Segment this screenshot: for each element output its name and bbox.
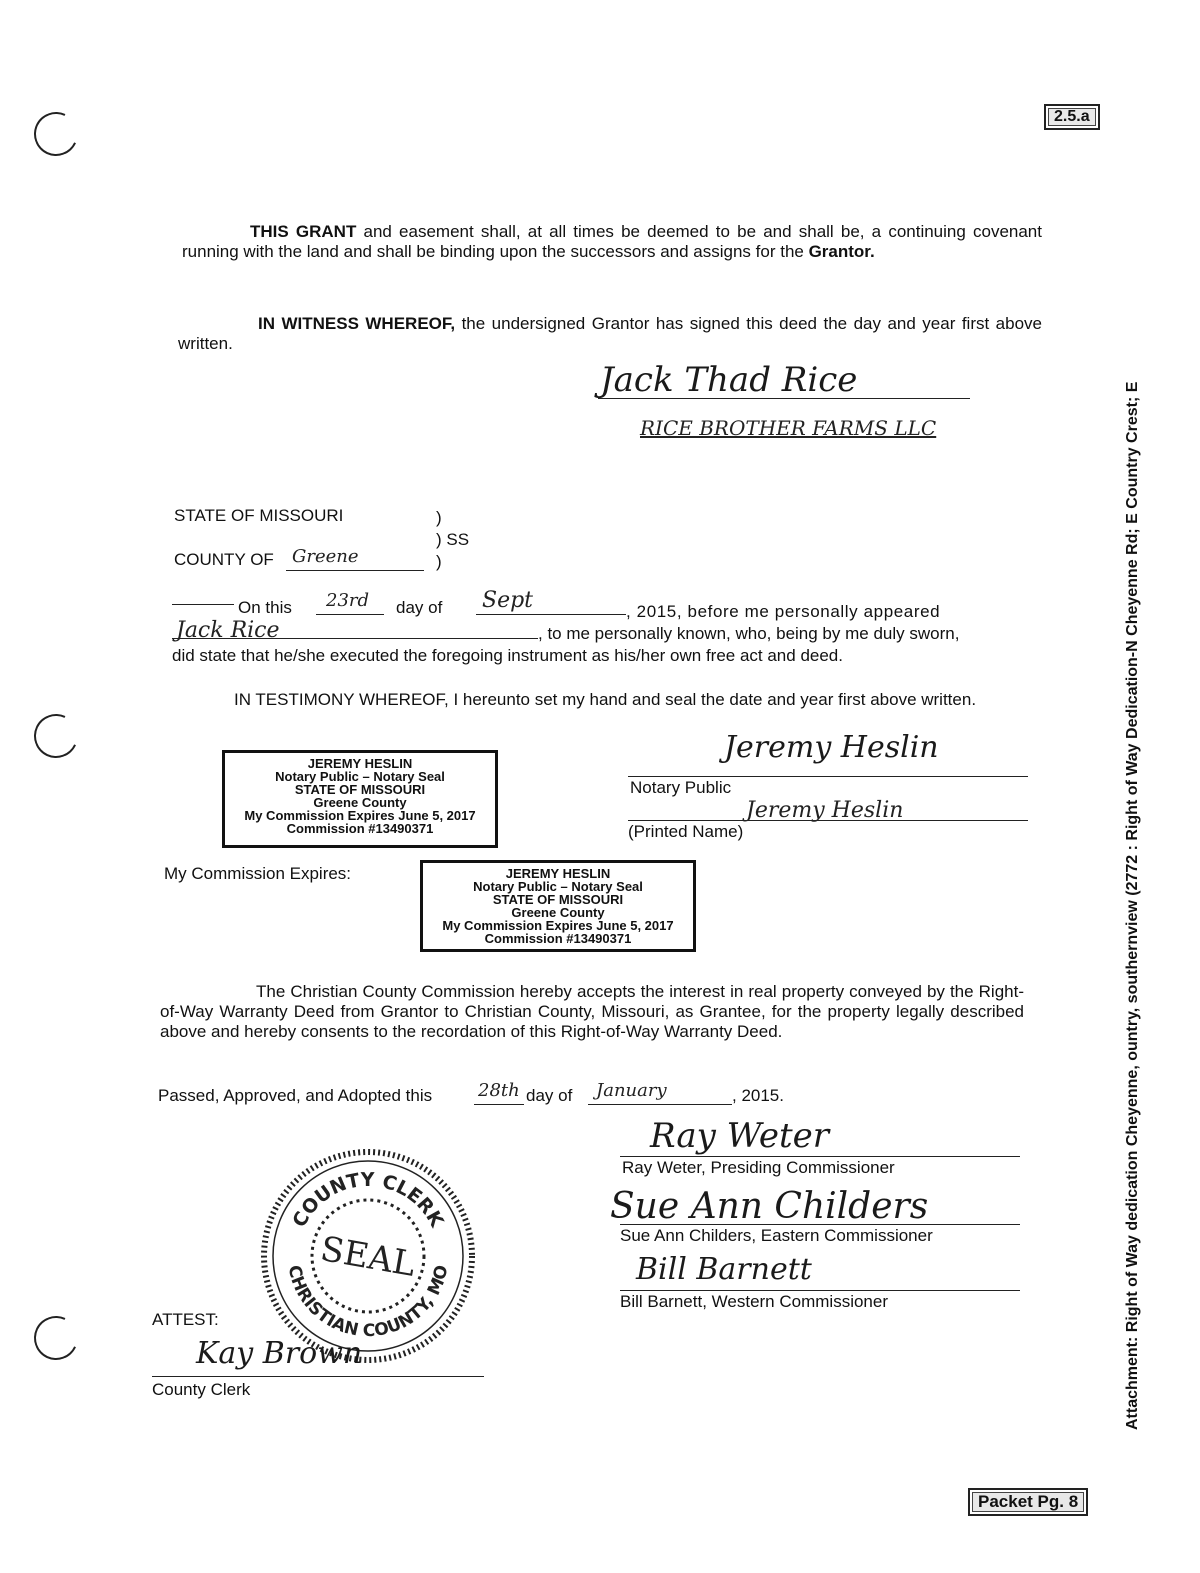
commissioner-label-1: Ray Weter, Presiding Commissioner xyxy=(622,1158,895,1177)
venue-county-label: COUNTY OF xyxy=(174,550,274,569)
passed-year: , 2015. xyxy=(732,1086,784,1105)
attest-line xyxy=(152,1376,484,1377)
venue-county-line xyxy=(286,570,424,571)
attest-label: ATTEST: xyxy=(152,1310,219,1329)
notary-printed-value: Jeremy Heslin xyxy=(746,798,904,823)
passed-month-line xyxy=(588,1104,732,1105)
stamp2-line: Greene County xyxy=(511,905,605,920)
ack-name-value: Jack Rice xyxy=(176,618,280,643)
binder-hole-middle xyxy=(28,708,84,764)
venue-ss: ) SS xyxy=(436,530,470,549)
grantor-signature-line xyxy=(598,398,970,399)
ack-on-this: On this xyxy=(238,598,292,617)
testimony-paragraph: IN TESTIMONY WHEREOF, I hereunto set my hand and seal the date and year first above written. xyxy=(234,690,977,709)
grant-lead: THIS GRANT xyxy=(250,222,357,241)
commissioner-label-3: Bill Barnett, Western Commissioner xyxy=(620,1292,888,1311)
commissioner-signature-1: Ray Weter xyxy=(650,1116,829,1156)
county-clerk-seal xyxy=(258,1146,478,1366)
notary-stamp-2 xyxy=(420,860,696,952)
venue-paren-2: ) xyxy=(436,552,442,571)
stamp1-line: Notary Public – Notary Seal xyxy=(275,769,445,784)
ack-month-value: Sept xyxy=(482,588,534,613)
notary-signature: Jeremy Heslin xyxy=(724,730,939,765)
commission-expires-label: My Commission Expires: xyxy=(164,864,352,883)
packet-page-tag: Packet Pg. 8 xyxy=(968,1488,1088,1516)
stamp2-line: Notary Public – Notary Seal xyxy=(473,879,643,894)
stamp1-line: Greene County xyxy=(313,795,407,810)
notary-printed-line xyxy=(628,820,1028,821)
passed-lead: Passed, Approved, and Adopted this xyxy=(158,1086,433,1105)
commissioner-signature-3: Bill Barnett xyxy=(636,1252,812,1287)
witness-text: the undersigned Grantor has signed this deed the day and year first above written. xyxy=(178,314,1042,353)
stamp2-line: My Commission Expires June 5, 2017 xyxy=(442,918,674,933)
ack-name-line xyxy=(172,638,538,639)
item-tag: 2.5.a xyxy=(1044,104,1100,130)
seal-center-text: SEAL xyxy=(317,1229,419,1285)
attest-title: County Clerk xyxy=(152,1380,251,1399)
stamp1-line: STATE OF MISSOURI xyxy=(294,782,426,797)
grantor-entity: RICE BROTHER FARMS LLC xyxy=(640,416,937,440)
attest-signature: Kay Brown xyxy=(196,1336,363,1371)
commissioner-label-2: Sue Ann Childers, Eastern Commissioner xyxy=(620,1226,933,1245)
ack-dash xyxy=(172,604,234,605)
passed-month-value: January xyxy=(596,1080,667,1101)
notary-label: Notary Public xyxy=(630,778,732,797)
passed-day-of: day of xyxy=(526,1086,573,1105)
notary-stamp-1 xyxy=(222,750,498,848)
ack-month-line xyxy=(476,614,626,615)
ack-day-of: day of xyxy=(396,598,443,617)
stamp2-line: STATE OF MISSOURI xyxy=(492,892,624,907)
witness-paragraph xyxy=(178,314,1042,354)
commissioner-signature-2: Sue Ann Childers xyxy=(610,1186,929,1227)
notary-printed-label: (Printed Name) xyxy=(628,822,744,841)
grant-text: and easement shall, at all times be deemed to be and shall be, a continuing covenant running with the land and shall be binding upon the successors and assigns for the xyxy=(182,222,1042,261)
grant-paragraph xyxy=(182,222,1042,262)
witness-lead: IN WITNESS WHEREOF, xyxy=(258,314,456,333)
venue-county-value: Greene xyxy=(292,546,359,567)
binder-hole-bottom xyxy=(28,1310,84,1366)
grantor-signature: Jack Thad Rice xyxy=(600,360,858,400)
passed-day-value: 28th xyxy=(478,1080,520,1101)
commissioner-line-1 xyxy=(620,1156,1020,1157)
stamp1-line: My Commission Expires June 5, 2017 xyxy=(244,808,476,823)
ack-line-3: did state that he/she executed the foregoing instrument as his/her own free act and deed. xyxy=(172,646,843,665)
commissioner-line-3 xyxy=(620,1290,1020,1291)
ack-day-value: 23rd xyxy=(326,590,370,611)
attachment-sidebar: Attachment: Right of Way dedication Cheyenne, ountry, southernview (2772 : Right of Way Dedication-N Cheyenne Rd; E Country Crest; E xyxy=(1124,381,1141,1430)
venue-paren-1: ) xyxy=(436,508,442,527)
grant-end: Grantor. xyxy=(808,242,875,261)
stamp2-line: JEREMY HESLIN xyxy=(505,866,611,881)
ack-known-text: , to me personally known, who, being by me duly sworn, xyxy=(538,624,960,643)
notary-signature-line xyxy=(628,776,1028,777)
commissioner-line-2 xyxy=(620,1224,1020,1225)
ack-year-text: , 2015, before me personally appeared xyxy=(626,602,941,621)
stamp1-line: Commission #13490371 xyxy=(286,821,434,836)
binder-hole-top xyxy=(28,106,84,162)
venue-state: STATE OF MISSOURI xyxy=(174,506,344,525)
seal-top-text: COUNTY CLERK xyxy=(288,1168,448,1231)
ack-day-line xyxy=(316,614,384,615)
passed-day-line xyxy=(474,1104,524,1105)
stamp2-line: Commission #13490371 xyxy=(484,931,632,946)
commission-paragraph: The Christian County Commission hereby accepts the interest in real property conveyed by the Right-of-Way Warranty Deed from Grantor to Christian County, Missouri, as Grantee, for the property legally described above and hereby consents to the recordation of this Right-of-Way Warranty Deed. xyxy=(160,982,1024,1041)
seal-bottom-text: CHRISTIAN COUNTY, MO xyxy=(283,1263,453,1342)
stamp1-line: JEREMY HESLIN xyxy=(307,756,413,771)
